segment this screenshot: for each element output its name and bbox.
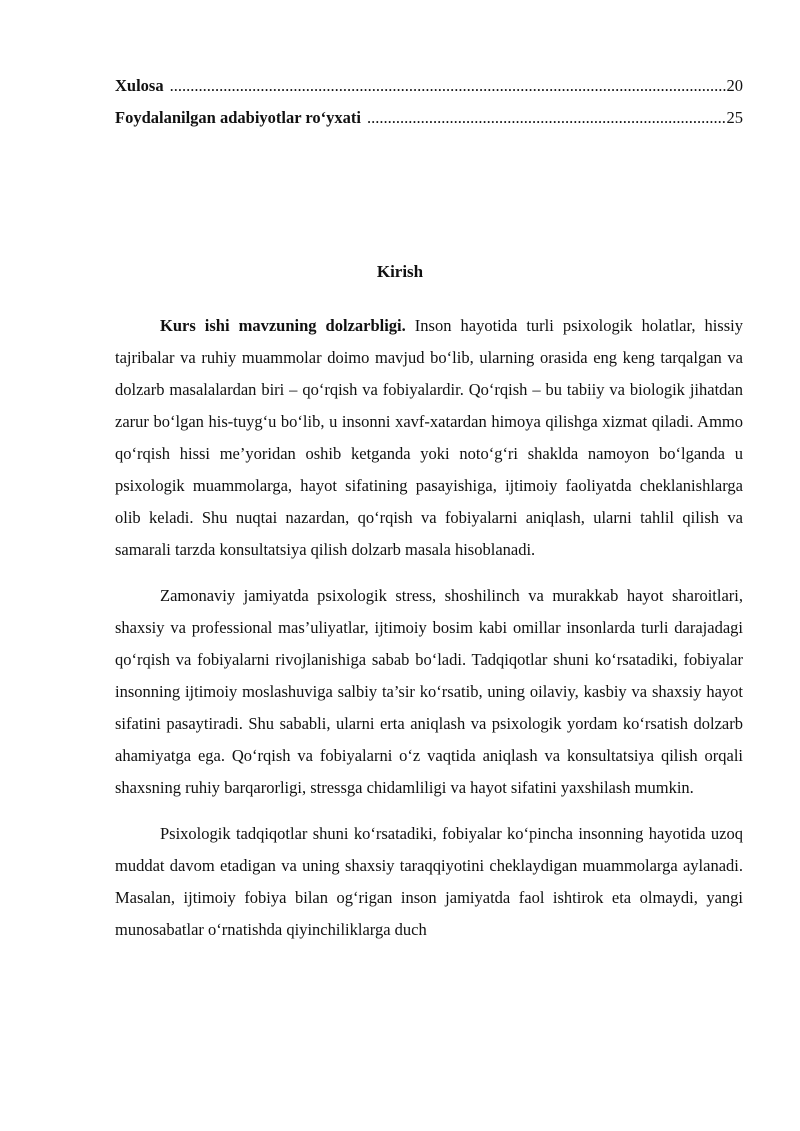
section-heading: Kirish <box>376 262 424 281</box>
table-of-contents <box>115 76 743 140</box>
toc-entry-page: 20 <box>726 76 743 95</box>
paragraph-lead: Kurs ishi mavzuning dolzarbligi. <box>160 316 406 335</box>
toc-entry-conclusion[interactable] <box>115 76 743 108</box>
toc-dot-leader <box>170 76 727 96</box>
paragraph-text: Zamonaviy jamiyatda psixologik stress, shoshilinch va murakkab hayot sharoitlari, shaxsiy va professional mas’uliyatlar, ijtimoiy bosim kabi omillar insonlarda turli darajadagi qo‘rqish va fobiyalarni rivojlanishiga sabab bo‘ladi. Tadqiqotlar shuni ko‘rsatadiki, fobiyalar insonning ijtimoiy moslashuviga salbiy ta’sir ko‘rsatib, uning oilaviy, kasbiy va shaxsiy hayot sifatini pasaytiradi. Shu sababli, ularni erta aniqlash va psixologik yordam ko‘rsatish dolzarb ahamiyatga ega. Qo‘rqish va fobiyalarni o‘z vaqtida aniqlash va konsultatsiya qilish orqali shaxsning ruhiy barqarorligi, stressga chidamliligi va hayot sifatini yaxshilash mumkin. <box>115 586 743 797</box>
body-text <box>115 310 743 960</box>
paragraph-modern-society <box>115 580 743 804</box>
paragraph-research <box>115 818 743 946</box>
paragraph-text: Inson hayotida turli psixologik holatlar, hissiy tajribalar va ruhiy muammolar doimo mavjud bo‘lib, ularning orasida eng keng tarqalgan va dolzarb masalalardan biri – qo‘rqish va fobiyalardir. Qo‘rqish – bu tabiiy va biologik jihatdan zarur bo‘lgan his-tuyg‘u bo‘lib, u insonni xavf-xatardan himoya qilishga xizmat qiladi. Ammo qo‘rqish hissi me’yoridan oshib ketganda yoki noto‘g‘ri shaklda namoyon bo‘lganda u psixologik muammolarga, hayot sifatining pasayishiga, ijtimoiy faoliyatda cheklanishlarga olib keladi. Shu nuqtai nazardan, qo‘rqish va fobiyalarni aniqlash, ularni tahlil qilish va samarali tarzda konsultatsiya qilish dolzarb masala hisoblanadi. <box>115 316 743 559</box>
toc-entry-references[interactable] <box>115 108 743 140</box>
toc-entry-label: Xulosa <box>115 76 164 95</box>
paragraph-relevance <box>115 310 743 566</box>
toc-entry-page: 25 <box>726 108 743 127</box>
toc-dot-leader <box>367 108 726 128</box>
toc-entry-label: Foydalanilgan adabiyotlar ro‘yxati <box>115 108 362 127</box>
paragraph-text: Psixologik tadqiqotlar shuni ko‘rsatadiki, fobiyalar ko‘pincha insonning hayotida uzoq muddat davom etadigan va uning shaxsiy taraqqiyotini cheklaydigan muammolarga aylanadi. Masalan, ijtimoiy fobiya bilan og‘rigan inson jamiyatda faol ishtirok eta olmaydi, yangi munosabatlar o‘rnatishda qiyinchiliklarga duch <box>115 824 743 939</box>
